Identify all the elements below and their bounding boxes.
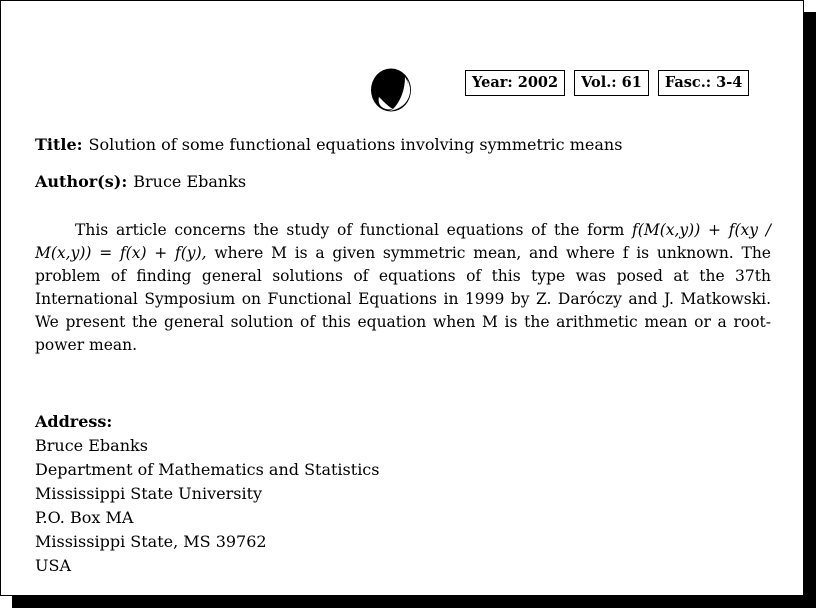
article-title-row xyxy=(35,133,622,157)
title-label: Title: xyxy=(35,135,83,154)
article-title: Solution of some functional equations involving symmetric means xyxy=(88,135,623,154)
abstract-rest: where M is a given symmetric mean, and where f is unknown. The problem of finding general solutions of equations of this type was posed at the 37th International Symposium on Functional Equations in 1999 by Z. Daróczy and J. Matkowski. We present the general solution of this equation when M is the arithmetic mean or a root-power mean. xyxy=(35,244,771,354)
address-line: P.O. Box MA xyxy=(35,508,134,527)
fascicle-badge: Fasc.: 3-4 xyxy=(658,70,750,96)
article-author-row xyxy=(35,170,246,194)
address-line: Mississippi State University xyxy=(35,484,263,503)
address-line: USA xyxy=(35,556,71,575)
article-abstract xyxy=(35,219,771,357)
address-line: Department of Mathematics and Statistics xyxy=(35,460,380,479)
address-label: Address: xyxy=(35,412,113,431)
year-badge: Year: 2002 xyxy=(465,70,565,96)
author-address xyxy=(35,410,379,578)
abstract-formula: f(M(x,y)) + f(xy / M(x,y)) = f(x) + f(y), xyxy=(35,221,771,262)
volume-badge: Vol.: 61 xyxy=(574,70,649,96)
journal-logo-icon xyxy=(369,67,413,113)
address-line: Mississippi State, MS 39762 xyxy=(35,532,267,551)
article-author: Bruce Ebanks xyxy=(133,172,247,191)
address-line: Bruce Ebanks xyxy=(35,436,148,455)
issue-badges xyxy=(465,70,749,96)
author-label: Author(s): xyxy=(35,172,128,191)
abstract-intro: This article concerns the study of functional equations of the form xyxy=(75,221,625,239)
